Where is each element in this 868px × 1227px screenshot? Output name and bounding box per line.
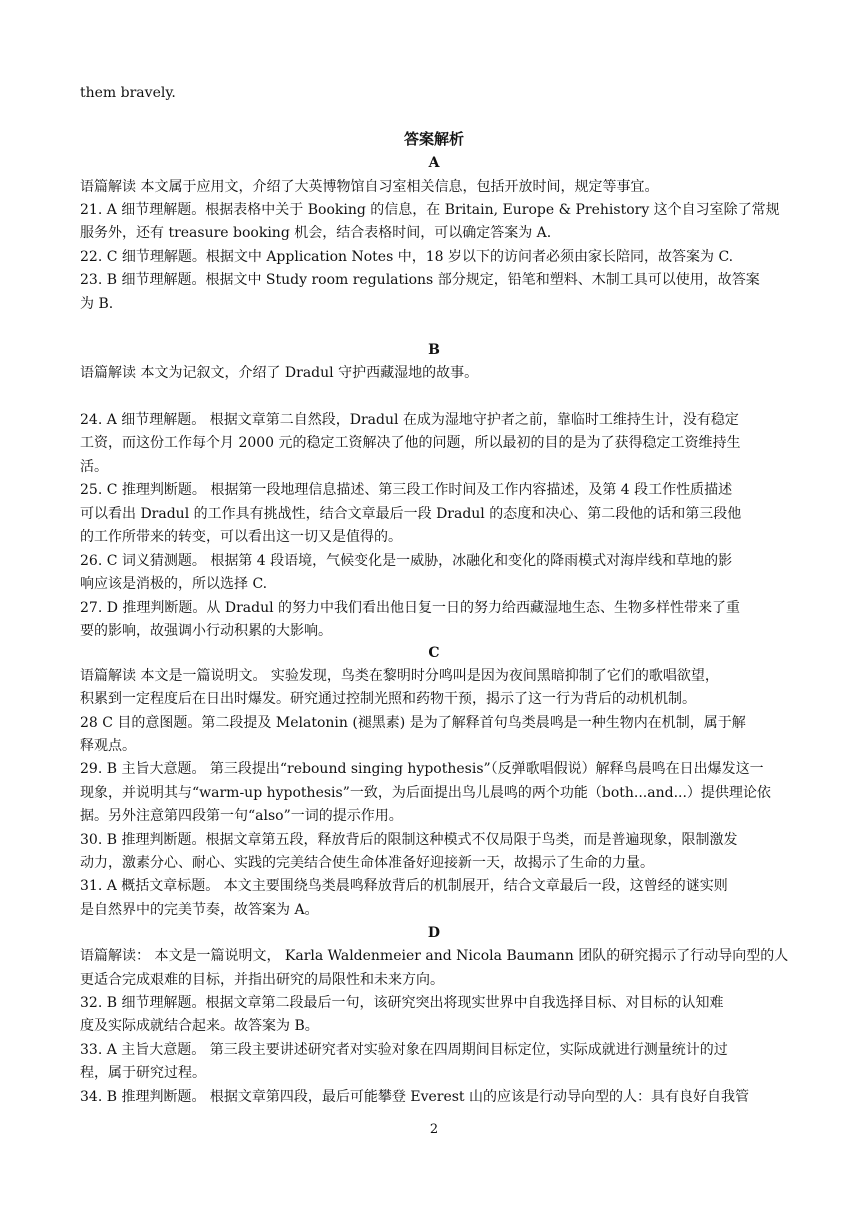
page-title: 答案解析 (403, 130, 464, 148)
answer-29-line-1: 29. B 主旨大意题。 第三段提出“rebound singing hypothesis”（反弹歌唱假说）解释鸟晨鸣在日出爆发这一 (80, 761, 764, 777)
answer-28-line-2: 释观点。 (80, 738, 136, 754)
answer-29-line-2: 现象，并说明其与“warm-up hypothesis”一致，为后面提出鸟儿晨鸣的两个功能（both...and...）提供理论依 (80, 785, 771, 801)
answer-25-line-1: 25. C 推理判断题。 根据第一段地理信息描述、第三段工作时间及工作内容描述，及第 4 段工作性质描述 (80, 482, 733, 498)
answer-32-line-1: 32. B 细节理解题。根据文章第二段最后一句，该研究突出将现实世界中自我选择目标、对目标的认知难 (80, 995, 724, 1011)
section-b-summary: 语篇解读 本文为记叙文，介绍了 Dradul 守护西藏湿地的故事。 (80, 365, 479, 381)
answer-24-line-1: 24. A 细节理解题。 根据文章第二自然段，Dradul 在成为湿地守护者之前，靠临时工维持生计，没有稳定 (80, 412, 739, 428)
section-d-summary-line-2: 更适合完成艰难的目标，并指出研究的局限性和未来方向。 (80, 972, 444, 988)
answer-22: 22. C 细节理解题。根据文中 Application Notes 中，18 岁以下的访问者必须由家长陪同，故答案为 C. (80, 249, 734, 265)
answer-26-line-2: 响应该是消极的，所以选择 C. (80, 576, 268, 592)
answer-24-line-2: 工资，而这份工作每个月 2000 元的稳定工资解决了他的问题，所以最初的目的是为了获得稳定工资维持生 (80, 435, 741, 451)
answer-21-line-1: 21. A 细节理解题。根据表格中关于 Booking 的信息，在 Britain, Europe & Prehistory 这个自习室除了常规 (80, 202, 780, 218)
section-d-heading: D (427, 925, 441, 941)
answer-26-line-1: 26. C 词义猜测题。 根据第 4 段语境，气候变化是一威胁，冰融化和变化的降雨模式对海岸线和草地的影 (80, 553, 733, 569)
answer-27-line-2: 要的影响，故强调小行动积累的大影响。 (80, 623, 332, 639)
answer-31-line-1: 31. A 概括文章标题。 本文主要围绕鸟类晨鸣释放背后的机制展开，结合文章最后一段，这曾经的谜实则 (80, 878, 728, 894)
answer-21-line-2: 服务外，还有 treasure booking 机会，结合表格时间，可以确定答案为 A. (80, 225, 552, 241)
answer-31-line-2: 是自然界中的完美节奏，故答案为 A。 (80, 902, 319, 918)
answer-25-line-2: 可以看出 Dradul 的工作具有挑战性，结合文章最后一段 Dradul 的态度和决心、第二段他的话和第三段他 (80, 506, 742, 522)
answer-27-line-1: 27. D 推理判断题。从 Dradul 的努力中我们看出他日复一日的努力给西藏湿地生态、生物多样性带来了重 (80, 600, 741, 616)
answer-23-line-2: 为 B. (80, 296, 114, 312)
answer-30-line-1: 30. B 推理判断题。根据文章第五段，释放背后的限制这种模式不仅局限于鸟类，而是普遍现象，限制激发 (80, 832, 738, 848)
section-a-heading: A (428, 155, 440, 171)
page-number: 2 (429, 1122, 439, 1137)
answer-30-line-2: 动力，激素分心、耐心、实践的完美结合使生命体准备好迎接新一天，故揭示了生命的力量。 (80, 855, 654, 871)
answer-24-line-3: 活。 (80, 459, 108, 475)
section-d-summary-line-1: 语篇解读： 本文是一篇说明文， Karla Waldenmeier and Nicola Baumann 团队的研究揭示了行动导向型的人 (80, 948, 789, 964)
section-c-heading: C (428, 645, 440, 661)
answer-29-line-3: 据。另外注意第四段第一句“also”一词的提示作用。 (80, 808, 403, 824)
section-c-summary-line-1: 语篇解读 本文是一篇说明文。 实验发现，鸟类在黎明时分鸣叫是因为夜间黑暗抑制了它们的歌唱欲望， (80, 668, 719, 684)
answer-25-line-3: 的工作所带来的转变，可以看出这一切又是值得的。 (80, 529, 402, 545)
section-b-heading: B (428, 342, 440, 358)
answer-33-line-1: 33. A 主旨大意题。 第三段主要讲述研究者对实验对象在四周期间目标定位，实际成就进行测量统计的过 (80, 1042, 728, 1058)
section-a-summary: 语篇解读 本文属于应用文，介绍了大英博物馆自习室相关信息，包括开放时间，规定等事宜。 (80, 179, 659, 195)
answer-32-line-2: 度及实际成就结合起来。故答案为 B。 (80, 1018, 319, 1034)
answer-33-line-2: 程，属于研究过程。 (80, 1065, 206, 1081)
answer-23-line-1: 23. B 细节理解题。根据文中 Study room regulations 部分规定，铅笔和塑料、木制工具可以使用，故答案 (80, 272, 760, 288)
answer-28-line-1: 28 C 目的意图题。第二段提及 Melatonin (褪黑素) 是为了解释首句鸟类晨鸣是一种生物内在机制，属于解 (80, 715, 746, 731)
section-c-summary-line-2: 积累到一定程度后在日出时爆发。研究通过控制光照和药物干预，揭示了这一行为背后的动机机制。 (80, 691, 696, 707)
answer-34-line-1: 34. B 推理判断题。 根据文章第四段，最后可能攀登 Everest 山的应该是行动导向型的人：具有良好自我管 (80, 1089, 750, 1105)
intro-tail-text: them bravely. (80, 85, 176, 101)
